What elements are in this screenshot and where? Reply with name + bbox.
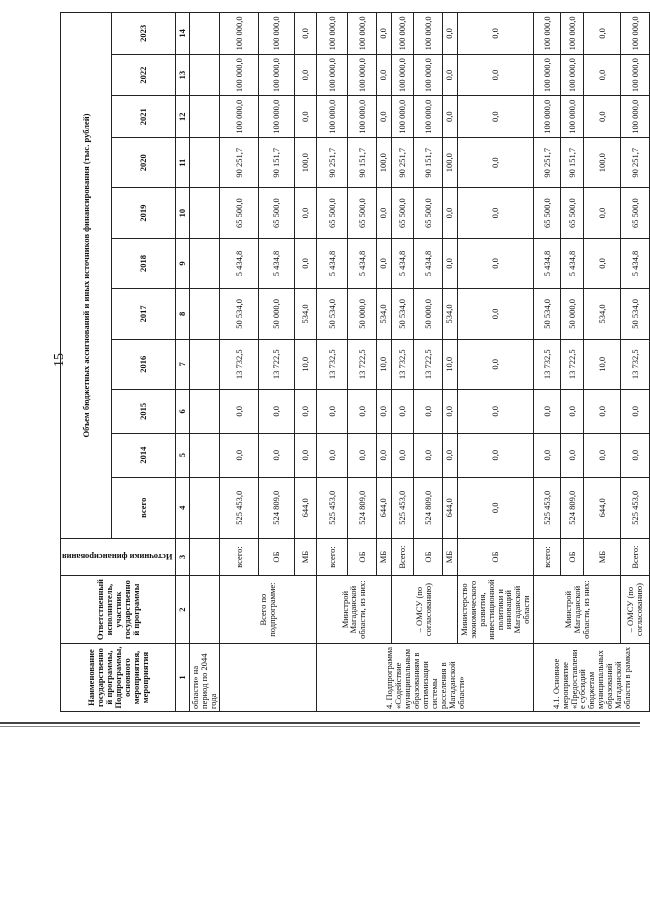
value-cell: 0,0 <box>457 238 534 288</box>
column-number: 9 <box>176 238 190 288</box>
value-cell: 525 453,0 <box>391 477 414 538</box>
value-cell: 90 251,7 <box>534 138 561 188</box>
value-cell: 0,0 <box>584 389 621 433</box>
value-cell: 50 000,0 <box>259 289 294 339</box>
value-cell: 0,0 <box>377 433 391 477</box>
value-cell: 65 500,0 <box>259 188 294 238</box>
table-row <box>457 13 534 712</box>
header-executor: Ответственный исполнитель, участник государственной программы <box>61 576 176 644</box>
value-cell: 50 534,0 <box>534 289 561 339</box>
column-number: 5 <box>176 433 190 477</box>
value-cell: 0,0 <box>348 433 377 477</box>
source-cell: ОБ <box>561 538 584 575</box>
value-cell: 0,0 <box>561 389 584 433</box>
value-cell: 13 722,5 <box>259 339 294 389</box>
header-year: 2019 <box>111 188 175 238</box>
executor-cell: Минстрой Магаданской области, из них: <box>534 576 621 644</box>
value-cell: 100 000,0 <box>621 96 650 138</box>
value-cell: 0,0 <box>294 389 317 433</box>
value-cell: 13 722,5 <box>561 339 584 389</box>
value-cell: 0,0 <box>377 13 391 55</box>
value-cell: 5 434,8 <box>220 238 259 288</box>
value-cell: 525 453,0 <box>220 477 259 538</box>
value-cell: 0,0 <box>457 389 534 433</box>
table-row <box>534 13 561 712</box>
value-cell: 5 434,8 <box>561 238 584 288</box>
value-cell: 100 000,0 <box>534 54 561 96</box>
value-cell: 0,0 <box>414 433 443 477</box>
column-number: 2 <box>176 576 190 644</box>
value-cell: 5 434,8 <box>534 238 561 288</box>
value-cell: 0,0 <box>259 433 294 477</box>
value-cell: 100 000,0 <box>621 54 650 96</box>
value-cell: 0,0 <box>220 433 259 477</box>
value-cell: 13 732,5 <box>621 339 650 389</box>
value-cell: 13 722,5 <box>348 339 377 389</box>
value-cell: 5 434,8 <box>414 238 443 288</box>
value-cell: 0,0 <box>534 433 561 477</box>
value-cell: 644,0 <box>294 477 317 538</box>
source-cell: МБ <box>584 538 621 575</box>
value-cell: 0,0 <box>443 389 457 433</box>
horizontal-rule <box>0 722 640 724</box>
column-number: 4 <box>176 477 190 538</box>
value-cell: 0,0 <box>377 389 391 433</box>
source-cell: ОБ <box>457 538 534 575</box>
value-cell: 0,0 <box>377 238 391 288</box>
value-cell: 65 500,0 <box>561 188 584 238</box>
value-cell: 0,0 <box>584 54 621 96</box>
value-cell: 50 534,0 <box>391 289 414 339</box>
header-year: 2021 <box>111 96 175 138</box>
executor-cell: Министерство экономического развития, инвестиционной политики и инноваций Магаданской области <box>457 576 534 644</box>
rotated-table-wrapper <box>60 12 645 712</box>
value-cell: 0,0 <box>621 433 650 477</box>
value-cell: 0,0 <box>259 389 294 433</box>
value-cell: 5 434,8 <box>348 238 377 288</box>
value-cell: 525 453,0 <box>621 477 650 538</box>
value-cell: 100 000,0 <box>561 96 584 138</box>
value-cell: 50 534,0 <box>621 289 650 339</box>
value-cell: 0,0 <box>348 389 377 433</box>
table-row <box>220 13 259 712</box>
program-name-cell: 4.1. Основное мероприятие «Предоставление субсидий бюджетам муниципальных образований Магаданской области в рамках <box>534 644 650 712</box>
column-number: 13 <box>176 54 190 96</box>
executor-cell: Минстрой Магаданской области, из них: <box>317 576 391 644</box>
value-cell: 100 000,0 <box>220 13 259 55</box>
value-cell: 0,0 <box>414 389 443 433</box>
value-cell: 5 434,8 <box>317 238 348 288</box>
value-cell: 65 500,0 <box>414 188 443 238</box>
value-cell: 65 500,0 <box>220 188 259 238</box>
value-cell: 50 000,0 <box>561 289 584 339</box>
header-year: 2018 <box>111 238 175 288</box>
value-cell: 100 000,0 <box>391 96 414 138</box>
value-cell: 100 000,0 <box>414 54 443 96</box>
value-cell: 525 453,0 <box>317 477 348 538</box>
value-cell: 90 151,7 <box>414 138 443 188</box>
header-year: 2017 <box>111 289 175 339</box>
column-number: 14 <box>176 13 190 55</box>
value-cell: 0,0 <box>457 13 534 55</box>
value-cell: 534,0 <box>294 289 317 339</box>
value-cell: 100 000,0 <box>348 54 377 96</box>
value-cell: 0,0 <box>443 188 457 238</box>
header-year: 2022 <box>111 54 175 96</box>
value-cell: 524 809,0 <box>561 477 584 538</box>
value-cell: 0,0 <box>391 433 414 477</box>
value-cell: 65 500,0 <box>317 188 348 238</box>
header-year: 2014 <box>111 433 175 477</box>
value-cell: 100 000,0 <box>317 96 348 138</box>
value-cell: 0,0 <box>294 188 317 238</box>
value-cell: 100 000,0 <box>391 54 414 96</box>
column-number: 1 <box>176 644 190 712</box>
source-cell: Всего: <box>391 538 414 575</box>
header-name: Наименование государственной программы, Подпрограммы, основного мероприятия, мероприятия <box>61 644 176 712</box>
value-cell: 100,0 <box>294 138 317 188</box>
value-cell: 90 251,7 <box>220 138 259 188</box>
value-cell: 100 000,0 <box>414 96 443 138</box>
source-cell: ОБ <box>414 538 443 575</box>
value-cell: 90 251,7 <box>317 138 348 188</box>
value-cell: 50 534,0 <box>317 289 348 339</box>
value-cell: 100 000,0 <box>348 96 377 138</box>
value-cell: 90 251,7 <box>391 138 414 188</box>
value-cell: 100,0 <box>443 138 457 188</box>
value-cell: 65 500,0 <box>621 188 650 238</box>
value-cell: 0,0 <box>584 238 621 288</box>
header-year: 2020 <box>111 138 175 188</box>
value-cell: 65 500,0 <box>348 188 377 238</box>
table-row <box>317 13 348 712</box>
value-cell: 0,0 <box>443 54 457 96</box>
value-cell: 0,0 <box>294 96 317 138</box>
value-cell: 0,0 <box>294 238 317 288</box>
value-cell: 0,0 <box>457 433 534 477</box>
column-number: 3 <box>176 538 190 575</box>
source-cell: МБ <box>294 538 317 575</box>
value-cell: 0,0 <box>621 389 650 433</box>
column-number: 7 <box>176 339 190 389</box>
value-cell: 100 000,0 <box>259 13 294 55</box>
value-cell: 0,0 <box>584 433 621 477</box>
value-cell: 50 000,0 <box>414 289 443 339</box>
source-cell: МБ <box>377 538 391 575</box>
horizontal-rule <box>0 726 640 727</box>
value-cell: 90 151,7 <box>348 138 377 188</box>
value-cell: 0,0 <box>457 289 534 339</box>
header-year: 2015 <box>111 389 175 433</box>
value-cell: 0,0 <box>457 339 534 389</box>
value-cell: 644,0 <box>377 477 391 538</box>
value-cell: 524 809,0 <box>348 477 377 538</box>
source-cell: всего: <box>534 538 561 575</box>
value-cell: 100 000,0 <box>621 13 650 55</box>
value-cell: 100 000,0 <box>561 13 584 55</box>
value-cell: 100 000,0 <box>391 13 414 55</box>
value-cell: 0,0 <box>457 477 534 538</box>
value-cell: 524 809,0 <box>259 477 294 538</box>
executor-cell: – ОМСУ (по согласованию) <box>391 576 457 644</box>
column-number-row <box>176 13 190 712</box>
source-cell: всего: <box>220 538 259 575</box>
value-cell: 13 732,5 <box>220 339 259 389</box>
value-cell: 50 000,0 <box>348 289 377 339</box>
value-cell: 90 151,7 <box>561 138 584 188</box>
header-year: 2023 <box>111 13 175 55</box>
value-cell: 0,0 <box>534 389 561 433</box>
source-cell: ОБ <box>259 538 294 575</box>
value-cell: 0,0 <box>220 389 259 433</box>
value-cell: 0,0 <box>443 13 457 55</box>
header-year: 2016 <box>111 339 175 389</box>
value-cell: 100 000,0 <box>348 13 377 55</box>
value-cell: 0,0 <box>584 96 621 138</box>
column-number: 10 <box>176 188 190 238</box>
value-cell: 65 500,0 <box>534 188 561 238</box>
value-cell: 100 000,0 <box>534 96 561 138</box>
value-cell: 644,0 <box>443 477 457 538</box>
value-cell: 100 000,0 <box>317 54 348 96</box>
value-cell: 0,0 <box>294 433 317 477</box>
value-cell: 534,0 <box>584 289 621 339</box>
value-cell: 0,0 <box>584 188 621 238</box>
value-cell: 65 500,0 <box>391 188 414 238</box>
value-cell: 10,0 <box>377 339 391 389</box>
value-cell: 13 732,5 <box>317 339 348 389</box>
source-cell: ОБ <box>348 538 377 575</box>
value-cell: 0,0 <box>457 138 534 188</box>
continuation-text: области» на период по 2044 года <box>190 644 220 712</box>
value-cell: 524 809,0 <box>414 477 443 538</box>
header-group: Объем бюджетных ассигнований и иных источников финансирования (тыс. рублей) <box>61 13 112 539</box>
value-cell: 50 534,0 <box>220 289 259 339</box>
value-cell: 0,0 <box>377 96 391 138</box>
header-year: всего <box>111 477 175 538</box>
table-row <box>621 13 650 712</box>
value-cell: 100 000,0 <box>259 54 294 96</box>
value-cell: 5 434,8 <box>391 238 414 288</box>
value-cell: 0,0 <box>561 433 584 477</box>
value-cell: 5 434,8 <box>259 238 294 288</box>
column-number: 12 <box>176 96 190 138</box>
value-cell: 644,0 <box>584 477 621 538</box>
value-cell: 0,0 <box>443 238 457 288</box>
page-number: 15 <box>52 353 67 367</box>
value-cell: 534,0 <box>443 289 457 339</box>
value-cell: 13 732,5 <box>534 339 561 389</box>
value-cell: 100 000,0 <box>317 13 348 55</box>
value-cell: 0,0 <box>457 54 534 96</box>
value-cell: 100 000,0 <box>414 13 443 55</box>
column-number: 8 <box>176 289 190 339</box>
value-cell: 0,0 <box>317 389 348 433</box>
value-cell: 534,0 <box>377 289 391 339</box>
value-cell: 10,0 <box>584 339 621 389</box>
value-cell: 13 722,5 <box>414 339 443 389</box>
value-cell: 10,0 <box>443 339 457 389</box>
value-cell: 525 453,0 <box>534 477 561 538</box>
value-cell: 13 732,5 <box>391 339 414 389</box>
value-cell: 0,0 <box>443 433 457 477</box>
value-cell: 90 151,7 <box>259 138 294 188</box>
source-cell: Всего: <box>621 538 650 575</box>
value-cell: 0,0 <box>294 13 317 55</box>
column-number: 11 <box>176 138 190 188</box>
value-cell: 0,0 <box>294 54 317 96</box>
header-source: Источники финансирования <box>61 538 176 575</box>
value-cell: 0,0 <box>457 188 534 238</box>
source-cell: всего: <box>317 538 348 575</box>
value-cell: 100 000,0 <box>220 96 259 138</box>
financing-table <box>60 12 650 712</box>
value-cell: 90 251,7 <box>621 138 650 188</box>
value-cell: 0,0 <box>377 188 391 238</box>
program-name-cell: 4. Подпрограмма «Содействие муниципальным образованиям в оптимизации системы расселения в Магаданской области» <box>317 644 534 712</box>
value-cell: 0,0 <box>317 433 348 477</box>
table-row <box>391 13 414 712</box>
column-number: 6 <box>176 389 190 433</box>
value-cell: 100,0 <box>377 138 391 188</box>
value-cell: 100 000,0 <box>220 54 259 96</box>
value-cell: 100 000,0 <box>561 54 584 96</box>
value-cell: 0,0 <box>457 96 534 138</box>
value-cell: 0,0 <box>377 54 391 96</box>
value-cell: 100 000,0 <box>259 96 294 138</box>
value-cell: 0,0 <box>443 96 457 138</box>
value-cell: 100 000,0 <box>534 13 561 55</box>
executor-cell: Всего по подпрограмме: <box>220 576 317 644</box>
value-cell: 100,0 <box>584 138 621 188</box>
executor-cell: – ОМСУ (по согласованию) <box>621 576 650 644</box>
value-cell: 0,0 <box>391 389 414 433</box>
source-cell: МБ <box>443 538 457 575</box>
empty-name-cell <box>220 644 317 712</box>
value-cell: 10,0 <box>294 339 317 389</box>
value-cell: 0,0 <box>584 13 621 55</box>
value-cell: 5 434,8 <box>621 238 650 288</box>
